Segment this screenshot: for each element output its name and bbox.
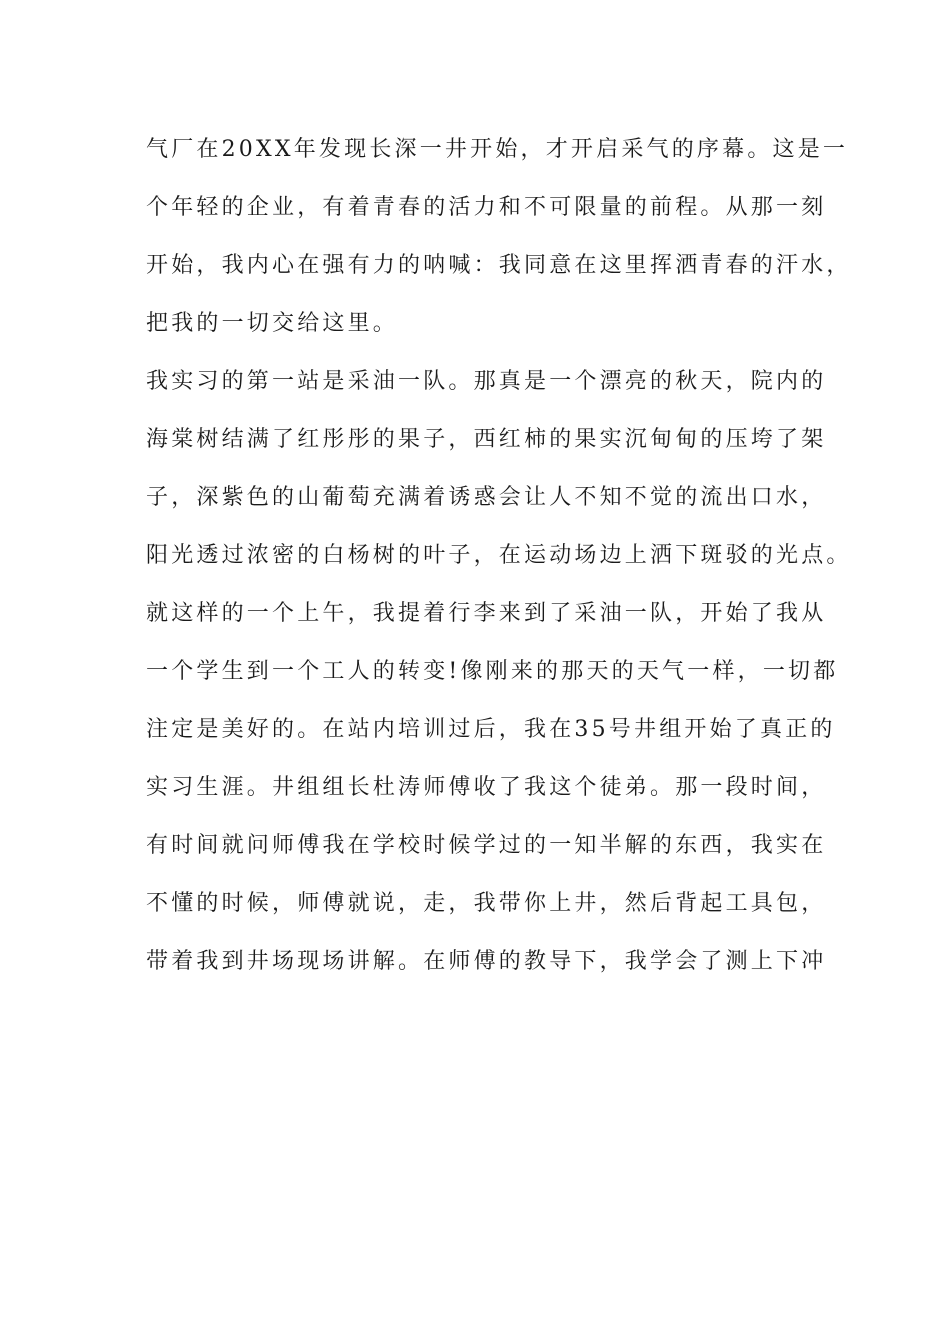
text-line: 就这样的一个上午，我提着行李来到了采油一队，开始了我从 xyxy=(146,601,827,626)
text-line: 把我的一切交给这里。 xyxy=(146,311,399,336)
text-line: 子，深紫色的山葡萄充满着诱惑会让人不知不觉的流出口水， xyxy=(146,485,827,510)
text-line: 阳光透过浓密的白杨树的叶子，在运动场边上洒下斑驳的光点。 xyxy=(146,543,852,568)
text-line: 海棠树结满了红彤彤的果子，西红柿的果实沉甸甸的压垮了架 xyxy=(146,427,827,452)
text-line: 有时间就问师傅我在学校时候学过的一知半解的东西，我实在 xyxy=(146,833,827,858)
body-text xyxy=(146,130,852,1000)
text-line: 不懂的时候，师傅就说，走，我带你上井，然后背起工具包， xyxy=(146,891,827,916)
text-line: 一个学生到一个工人的转变!像刚来的那天的天气一样，一切都 xyxy=(146,659,839,684)
text-line: 注定是美好的。在站内培训过后，我在35号井组开始了真正的 xyxy=(146,717,836,742)
text-line: 气厂在20XX年发现长深一井开始，才开启采气的序幕。这是一 xyxy=(146,137,849,162)
text-line: 开始，我内心在强有力的呐喊：我同意在这里挥洒青春的汗水， xyxy=(146,253,852,278)
text-line: 我实习的第一站是采油一队。那真是一个漂亮的秋天，院内的 xyxy=(146,369,827,394)
text-line: 实习生涯。井组组长杜涛师傅收了我这个徒弟。那一段时间， xyxy=(146,775,827,800)
text-line: 带着我到井场现场讲解。在师傅的教导下，我学会了测上下冲 xyxy=(146,949,827,974)
text-line: 个年轻的企业，有着青春的活力和不可限量的前程。从那一刻 xyxy=(146,195,827,220)
